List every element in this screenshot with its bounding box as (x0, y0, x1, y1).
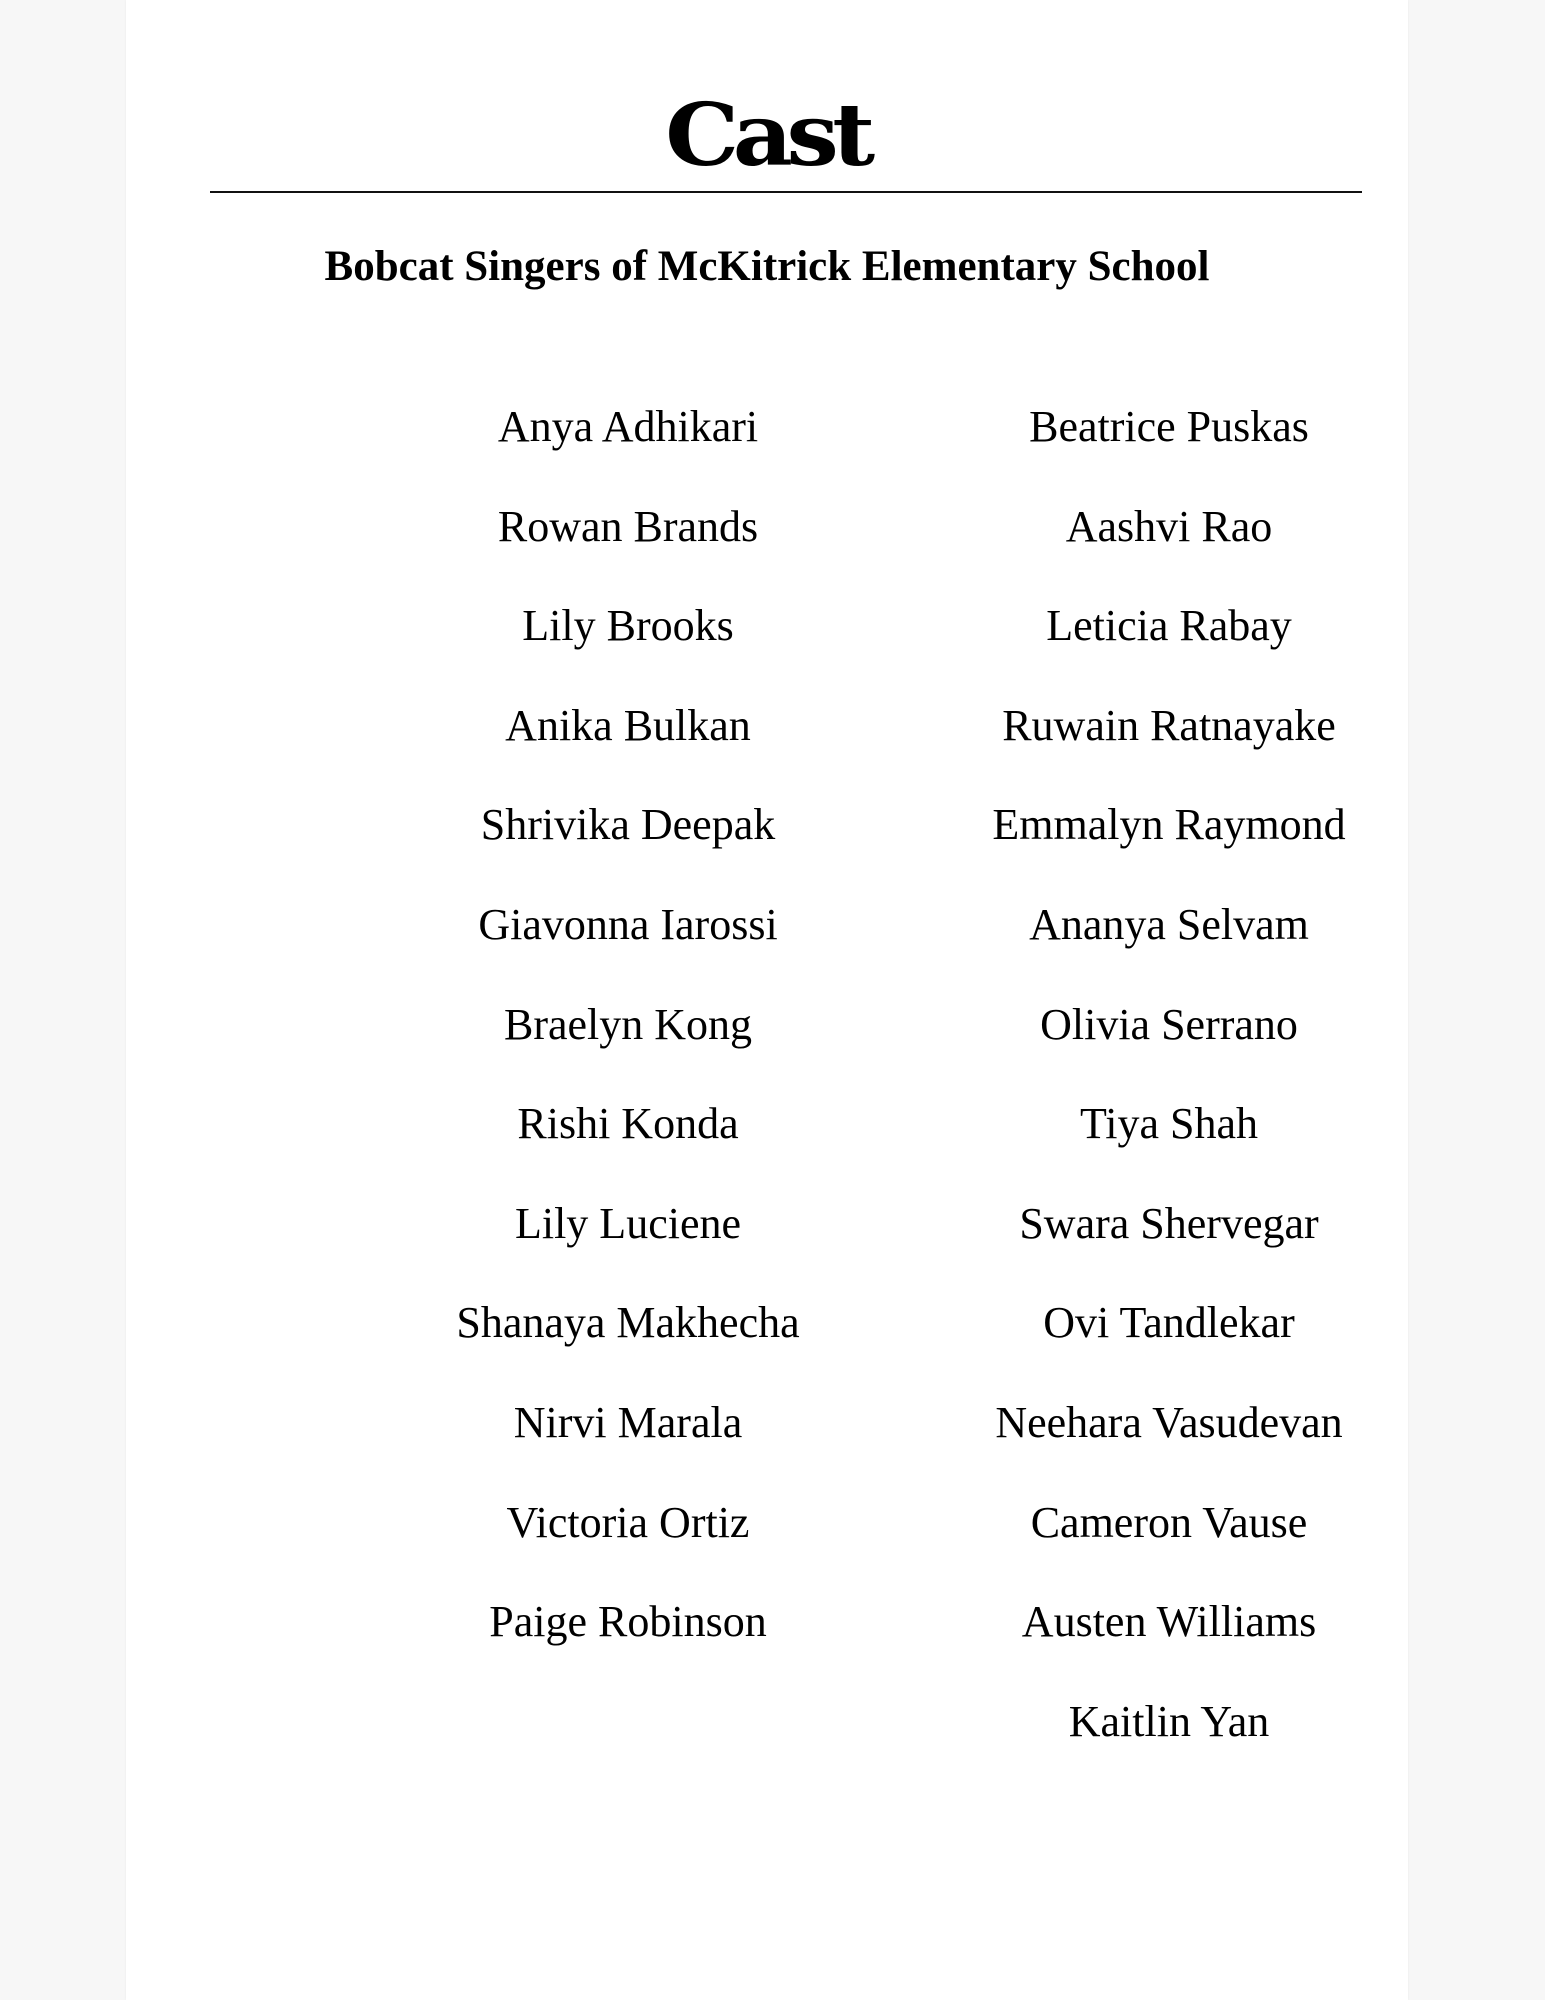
cast-member: Austen Williams (1021, 1597, 1317, 1647)
cast-member: Giavonna Iarossi (478, 899, 778, 949)
cast-member: Shrivika Deepak (480, 800, 776, 850)
cast-member: Ruwain Ratnayake (1002, 700, 1336, 750)
cast-member: Victoria Ortiz (506, 1497, 750, 1547)
cast-list-right (909, 396, 1429, 1790)
cast-member: Cameron Vause (1030, 1497, 1308, 1547)
cast-member: Swara Shervegar (1019, 1198, 1319, 1248)
cast-member: Paige Robinson (489, 1597, 767, 1647)
cast-member: Beatrice Puskas (1029, 402, 1309, 451)
cast-member: Rishi Konda (517, 1099, 739, 1149)
title-divider (210, 191, 1362, 193)
cast-member: Anya Adhikari (497, 402, 759, 451)
cast-member: Leticia Rabay (1046, 601, 1292, 651)
page-title: Cast (665, 85, 869, 186)
cast-member: Tiya Shah (1079, 1099, 1259, 1149)
cast-member: Ananya Selvam (1029, 899, 1309, 949)
cast-member: Nirvi Marala (513, 1397, 743, 1447)
cast-member: Rowan Brands (497, 501, 759, 551)
cast-member: Shanaya Makhecha (456, 1298, 800, 1348)
cast-member: Anika Bulkan (505, 700, 751, 750)
cast-member: Olivia Serrano (1040, 999, 1298, 1049)
program-page (126, 0, 1408, 2000)
group-subtitle: Bobcat Singers of McKitrick Elementary School (324, 243, 1210, 290)
cast-list-left (368, 396, 888, 1691)
cast-member: Aashvi Rao (1065, 501, 1273, 551)
cast-member: Lily Brooks (522, 601, 734, 651)
cast-member: Braelyn Kong (503, 999, 753, 1049)
cast-member: Neehara Vasudevan (995, 1397, 1343, 1447)
cast-member: Emmalyn Raymond (992, 800, 1346, 850)
cast-member: Ovi Tandlekar (1043, 1298, 1295, 1348)
cast-member: Lily Luciene (514, 1198, 741, 1248)
cast-member: Kaitlin Yan (1068, 1696, 1270, 1746)
